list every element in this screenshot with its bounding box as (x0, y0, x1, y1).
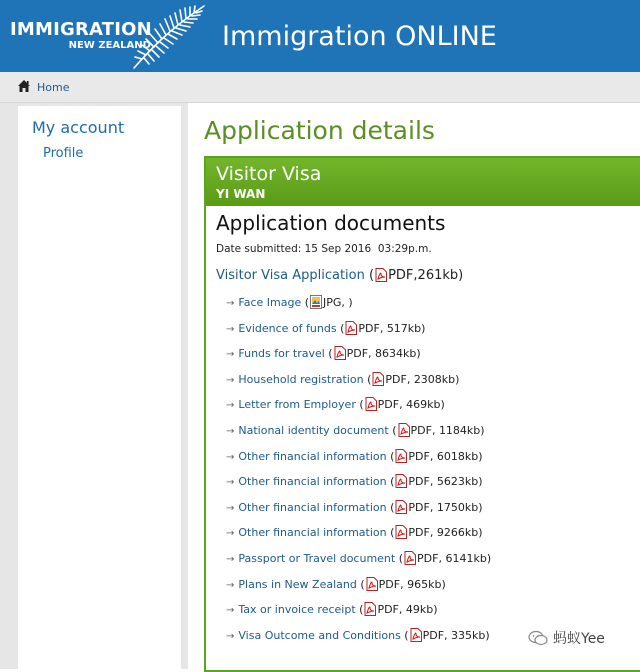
document-link[interactable]: Other financial information (238, 449, 387, 463)
arrow-right-icon: → (226, 451, 235, 463)
document-row: → Funds for travel ( PDF, 8634kb) (226, 347, 421, 361)
pdf-icon[interactable] (372, 372, 384, 386)
document-row: → Other financial information ( PDF, 1750kb) (226, 500, 483, 514)
document-link[interactable]: Plans in New Zealand (238, 577, 357, 591)
arrow-right-icon: → (226, 502, 235, 514)
date-submitted (216, 243, 432, 255)
panel-header (206, 158, 640, 206)
breadcrumb (0, 72, 640, 103)
documents-heading: Application documents (216, 211, 446, 235)
document-format: JPG (323, 296, 342, 309)
document-size: 8634kb (375, 347, 417, 361)
visa-type-title: Visitor Visa (216, 163, 322, 185)
document-format: PDF (408, 500, 430, 514)
document-size: 335kb (451, 628, 486, 642)
document-row: → National identity document ( PDF, 1184kb) (226, 424, 485, 437)
arrow-right-icon: → (226, 426, 235, 437)
document-size: 9266kb (436, 526, 479, 540)
document-format: PDF (422, 628, 445, 642)
document-row: → Evidence of funds ( PDF, 517kb) (226, 321, 426, 335)
watermark-text: 蚂蚁Yee (553, 631, 605, 647)
pdf-icon[interactable] (395, 474, 407, 488)
applicant-name: YI WAN (216, 187, 266, 201)
main-document-meta: ( PDF,261kb) (369, 268, 464, 283)
document-format: PDF (408, 449, 430, 463)
document-link[interactable]: Other financial information (238, 526, 387, 540)
document-size: 1184kb (438, 424, 481, 437)
pdf-icon[interactable] (364, 602, 376, 616)
document-format: PDF (408, 475, 430, 489)
document-link[interactable]: Other financial information (238, 500, 387, 514)
silver-fern-icon (128, 2, 208, 70)
document-link[interactable]: National identity document (238, 424, 389, 437)
document-size: 469kb (406, 398, 441, 412)
pdf-icon[interactable] (365, 397, 377, 411)
arrow-right-icon: → (226, 579, 235, 591)
main-document-row (216, 268, 463, 284)
document-size: 965kb (407, 577, 442, 591)
document-size: 6018kb (436, 449, 479, 463)
watermark (528, 628, 605, 648)
document-row: → Other financial information ( PDF, 6018kb) (226, 449, 483, 463)
document-format: PDF (417, 552, 439, 565)
arrow-right-icon: → (226, 323, 235, 335)
pdf-icon[interactable] (395, 525, 407, 539)
main-document-link[interactable]: Visitor Visa Application (216, 268, 365, 283)
main-document-format: PDF (388, 268, 414, 283)
arrow-right-icon: → (226, 528, 235, 540)
document-link[interactable]: Funds for travel (238, 347, 325, 361)
document-size: 1750kb (436, 500, 479, 514)
arrow-right-icon: → (226, 605, 235, 617)
document-format: PDF (358, 321, 380, 335)
document-format: PDF (346, 347, 369, 361)
main-content (188, 103, 640, 669)
brand-country: NEW ZEALAND (68, 40, 151, 51)
document-format: PDF (378, 577, 401, 591)
document-size: 2308kb (413, 372, 456, 386)
page-title: Application details (204, 116, 435, 145)
arrow-right-icon: → (226, 400, 235, 412)
document-row: → Household registration ( PDF, 2308kb) (226, 372, 460, 386)
app-title: Immigration ONLINE (222, 21, 497, 52)
document-size: 6141kb (445, 552, 487, 565)
site-header (0, 0, 640, 72)
document-link[interactable]: Passport or Travel document (238, 552, 396, 565)
document-link[interactable]: Letter from Employer (238, 398, 356, 412)
arrow-right-icon: → (226, 349, 235, 361)
document-link[interactable]: Visa Outcome and Conditions (238, 628, 401, 642)
arrow-right-icon: → (226, 298, 235, 309)
date-submitted-value: 15 Sep 2016 03:29p.m. (304, 243, 432, 255)
pdf-icon[interactable] (398, 423, 410, 437)
sidebar-title-my-account[interactable]: My account (32, 118, 125, 137)
pdf-icon[interactable] (404, 551, 416, 565)
document-row: → Other financial information ( PDF, 5623kb) (226, 475, 483, 489)
document-size: 49kb (405, 603, 434, 617)
application-panel (204, 156, 640, 672)
document-format: PDF (408, 526, 430, 540)
pdf-icon[interactable] (366, 577, 378, 591)
document-format: PDF (377, 398, 400, 412)
document-format: PDF (385, 372, 407, 386)
pdf-icon[interactable] (410, 628, 422, 642)
home-icon[interactable] (17, 79, 31, 93)
sidebar-item-profile[interactable]: Profile (43, 146, 84, 161)
wechat-icon (528, 630, 548, 646)
document-format: PDF (410, 424, 432, 437)
date-submitted-label: Date submitted: (216, 243, 302, 255)
sidebar (18, 106, 181, 669)
brand-name: IMMIGRATION (10, 19, 152, 40)
breadcrumb-home-link[interactable]: Home (37, 81, 70, 94)
image-icon[interactable] (310, 295, 322, 309)
document-row: → Plans in New Zealand ( PDF, 965kb) (226, 577, 446, 591)
document-link[interactable]: Other financial information (238, 475, 387, 489)
document-link[interactable]: Tax or invoice receipt (238, 603, 356, 617)
pdf-icon[interactable] (375, 268, 387, 282)
arrow-right-icon: → (226, 477, 235, 489)
document-row: → Other financial information ( PDF, 9266kb) (226, 526, 483, 540)
document-size: 5623kb (436, 475, 479, 489)
pdf-icon[interactable] (395, 449, 407, 463)
pdf-icon[interactable] (395, 500, 407, 514)
document-link[interactable]: Evidence of funds (238, 321, 337, 335)
document-link[interactable]: Face Image (238, 296, 302, 309)
document-row: → Tax or invoice receipt ( PDF, 49kb) (226, 603, 438, 617)
main-document-size: 261kb (417, 268, 459, 283)
document-row: → Visa Outcome and Conditions ( PDF, 335kb) (226, 628, 490, 642)
pdf-icon[interactable] (334, 346, 346, 360)
document-row: → Face Image ( JPG, ) (226, 296, 353, 309)
arrow-right-icon: → (226, 554, 235, 565)
document-link[interactable]: Household registration (238, 372, 364, 386)
document-row: → Letter from Employer ( PDF, 469kb) (226, 398, 445, 412)
arrow-right-icon: → (226, 630, 235, 642)
document-size: 517kb (386, 321, 422, 335)
arrow-right-icon: → (226, 374, 235, 386)
document-row: → Passport or Travel document ( PDF, 6141kb) (226, 552, 492, 565)
pdf-icon[interactable] (345, 321, 357, 335)
document-format: PDF (377, 603, 399, 617)
